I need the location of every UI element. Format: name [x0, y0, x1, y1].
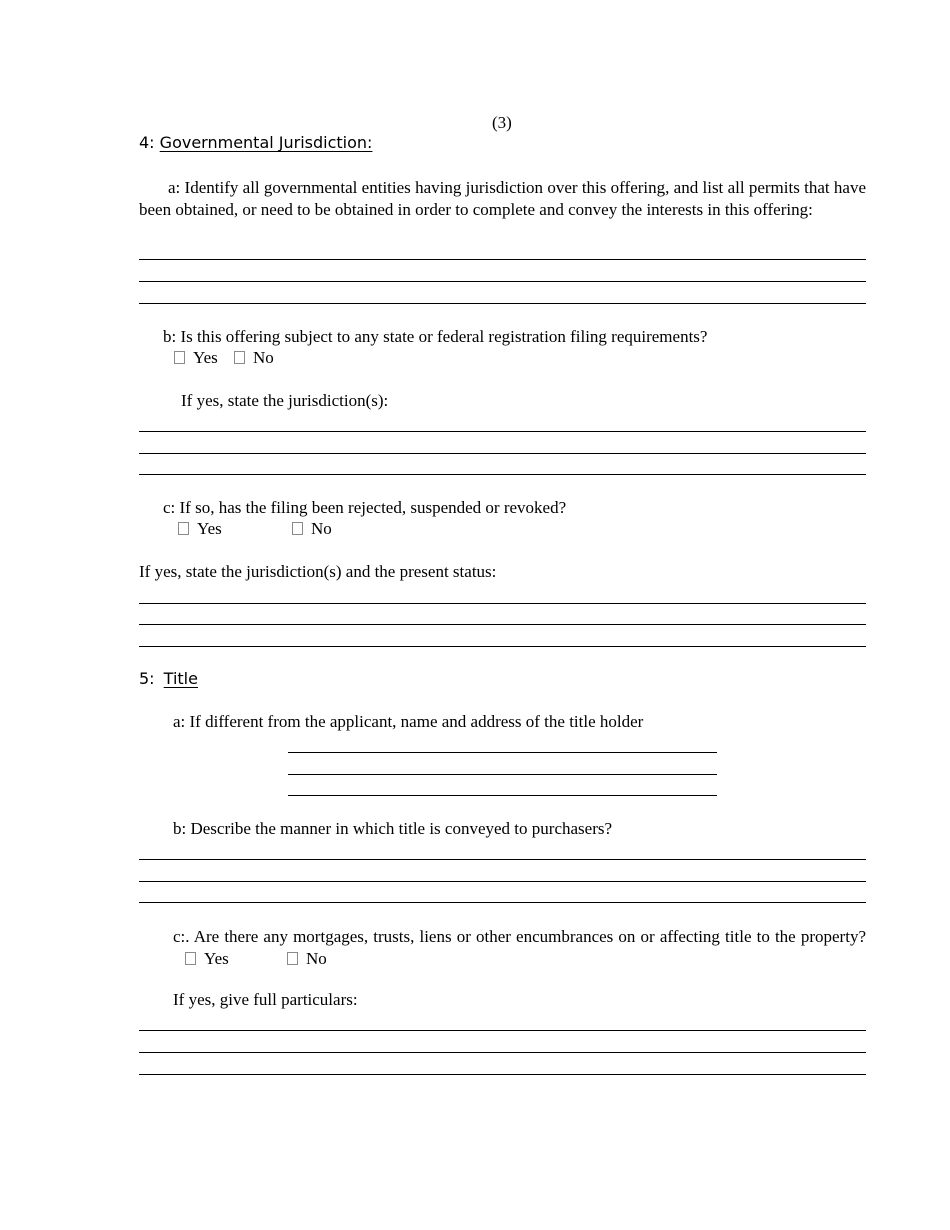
- options-4b: [174, 348, 274, 368]
- question-4b: b: Is this offering subject to any state or federal registration filing requirements?: [163, 327, 708, 346]
- section-5-number: 5:: [139, 669, 155, 688]
- answer-line-5a-2[interactable]: [288, 774, 717, 775]
- checkbox-5c-yes[interactable]: [185, 952, 196, 965]
- question-5c: [139, 926, 866, 970]
- option-4c-yes[interactable]: [178, 519, 222, 539]
- question-5b: b: Describe the manner in which title is conveyed to purchasers?: [173, 819, 613, 838]
- option-5c-yes[interactable]: [151, 948, 229, 970]
- answer-line-4a-1[interactable]: [139, 259, 866, 260]
- answer-line-4b-2[interactable]: [139, 453, 866, 454]
- answer-line-4a-2[interactable]: [139, 281, 866, 282]
- section-5-title: Title: [163, 669, 198, 688]
- answer-line-5b-1[interactable]: [139, 859, 866, 860]
- checkbox-4b-yes[interactable]: [174, 351, 185, 364]
- options-4c: [178, 519, 332, 539]
- option-4b-no[interactable]: [234, 348, 274, 368]
- section-4-title: Governmental Jurisdiction:: [159, 133, 373, 152]
- checkbox-4c-no[interactable]: [292, 522, 303, 535]
- label-4c-yes: Yes: [197, 519, 222, 538]
- followup-5c: If yes, give full particulars:: [173, 990, 358, 1009]
- answer-line-5a-1[interactable]: [288, 752, 717, 753]
- answer-line-4c-2[interactable]: [139, 624, 866, 625]
- followup-4b: If yes, state the jurisdiction(s):: [181, 391, 389, 410]
- followup-4c: If yes, state the jurisdiction(s) and the present status:: [139, 562, 497, 581]
- answer-line-4c-1[interactable]: [139, 603, 866, 604]
- label-5c-no: No: [306, 949, 327, 968]
- question-4a: a: Identify all governmental entities having jurisdiction over this offering, and list all permits that have been obtained, or need to be obtained in order to complete and convey the interests in this offering:: [139, 178, 866, 219]
- label-4b-no: No: [253, 348, 274, 367]
- section-4-number: 4:: [139, 133, 155, 152]
- checkbox-5c-no[interactable]: [287, 952, 298, 965]
- section-5-heading: [139, 669, 198, 688]
- answer-line-4a-3[interactable]: [139, 303, 866, 304]
- label-4c-no: No: [311, 519, 332, 538]
- label-4b-yes: Yes: [193, 348, 218, 367]
- page-number: (3): [492, 113, 512, 132]
- answer-line-5c-2[interactable]: [139, 1052, 866, 1053]
- option-4c-no[interactable]: [292, 519, 332, 539]
- answer-line-5a-3[interactable]: [288, 795, 717, 796]
- answer-line-5c-3[interactable]: [139, 1074, 866, 1075]
- label-5c-yes: Yes: [204, 949, 229, 968]
- answer-line-4c-3[interactable]: [139, 646, 866, 647]
- option-5c-no[interactable]: [253, 948, 327, 970]
- section-4-heading: [139, 133, 372, 152]
- checkbox-4b-no[interactable]: [234, 351, 245, 364]
- answer-line-5b-2[interactable]: [139, 881, 866, 882]
- answer-line-5b-3[interactable]: [139, 902, 866, 903]
- question-4c: c: If so, has the filing been rejected, suspended or revoked?: [163, 498, 567, 517]
- answer-line-5c-1[interactable]: [139, 1030, 866, 1031]
- answer-line-4b-3[interactable]: [139, 474, 866, 475]
- checkbox-4c-yes[interactable]: [178, 522, 189, 535]
- option-4b-yes[interactable]: [174, 348, 218, 368]
- answer-line-4b-1[interactable]: [139, 431, 866, 432]
- question-5a: a: If different from the applicant, name and address of the title holder: [173, 712, 644, 731]
- question-5c-text: c:. Are there any mortgages, trusts, liens or other encumbrances on or affecting title to the property?: [173, 927, 866, 946]
